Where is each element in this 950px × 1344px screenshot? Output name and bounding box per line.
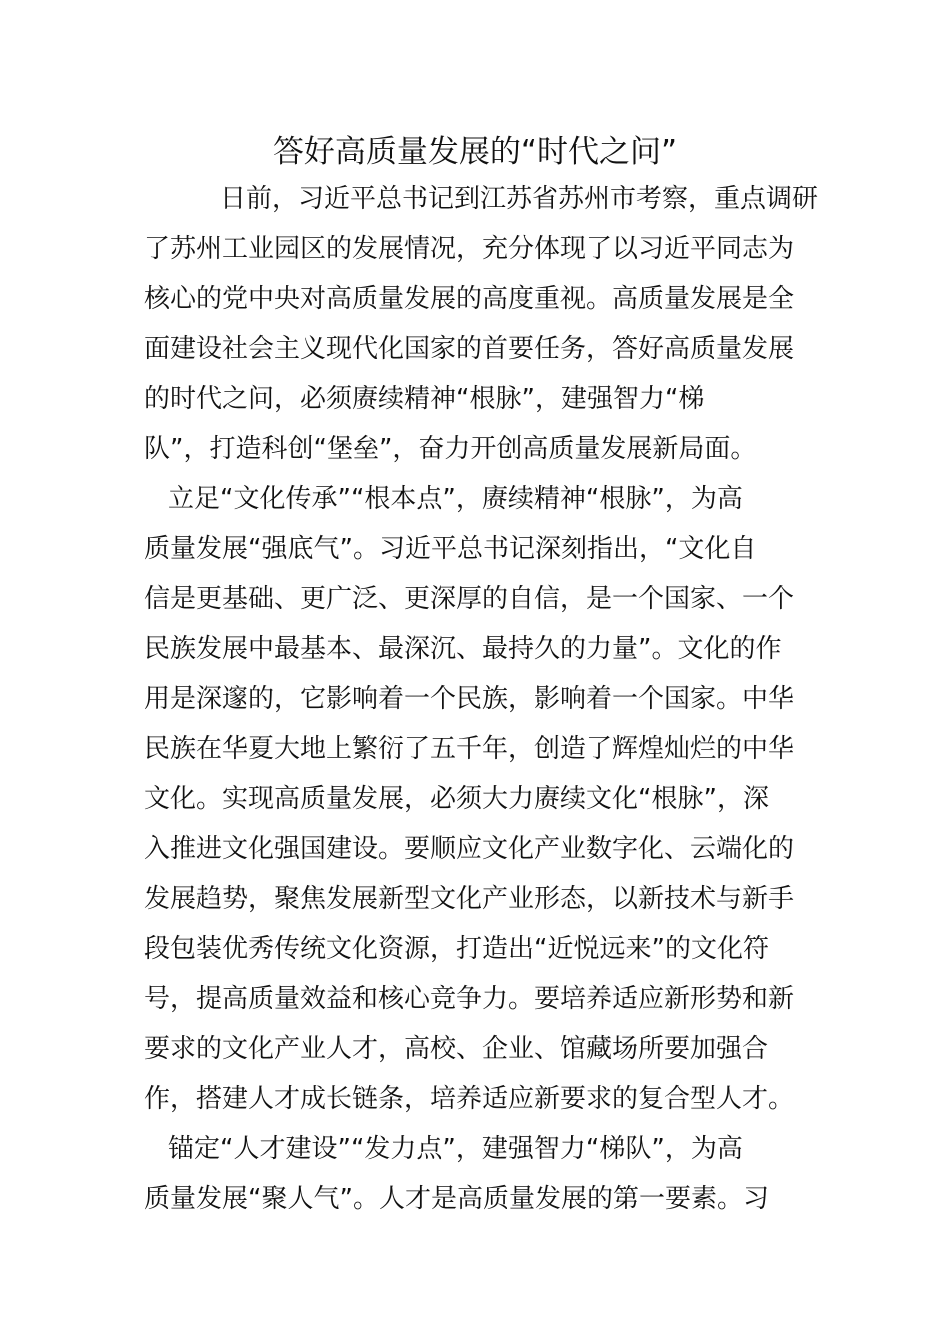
paragraph-2-line-12: 要求的文化产业人才，高校、企业、馆藏场所要加强合: [144, 1034, 769, 1064]
paragraph-1-line-2: 了苏州工业园区的发展情况，充分体现了以习近平同志为: [144, 234, 795, 264]
paragraph-1-line-5: 的时代之问，必须赓续精神“根脉”，建强智力“梯: [144, 384, 705, 414]
paragraph-2-line-4: 民族发展中最基本、最深沉、最持久的力量”。文化的作: [144, 634, 782, 664]
paragraph-2-line-7: 文化。实现高质量发展，必须大力赓续文化“根脉”，深: [144, 784, 769, 814]
paragraph-1-line-6: 队”，打造科创“堡垒”，奋力开创高质量发展新局面。: [144, 434, 757, 464]
paragraph-1-line-3: 核心的党中央对高质量发展的高度重视。高质量发展是全: [144, 284, 795, 314]
paragraph-2-line-2: 质量发展“强底气”。习近平总书记深刻指出，“文化自: [144, 534, 757, 564]
paragraph-2-line-1: 立足“文化传承”“根本点”，赓续精神“根脉”，为高: [168, 484, 743, 514]
paragraph-2-line-5: 用是深邃的，它影响着一个民族，影响着一个国家。中华: [144, 684, 795, 714]
paragraph-3-line-1: 锚定“人才建设”“发力点”，建强智力“梯队”，为高: [168, 1134, 743, 1164]
paragraph-2-line-8: 入推进文化强国建设。要顺应文化产业数字化、云端化的: [144, 834, 795, 864]
paragraph-2-line-3: 信是更基础、更广泛、更深厚的自信，是一个国家、一个: [144, 584, 795, 614]
paragraph-2-line-6: 民族在华夏大地上繁衍了五千年，创造了辉煌灿烂的中华: [144, 734, 795, 764]
document-title: 答好高质量发展的“时代之问”: [272, 134, 678, 170]
paragraph-2-line-9: 发展趋势，聚焦发展新型文化产业形态，以新技术与新手: [144, 884, 795, 914]
paragraph-3-line-2: 质量发展“聚人气”。人才是高质量发展的第一要素。习: [144, 1184, 769, 1214]
paragraph-1-line-1: 日前，习近平总书记到江苏省苏州市考察，重点调研: [220, 184, 819, 214]
paragraph-1-line-4: 面建设社会主义现代化国家的首要任务，答好高质量发展: [144, 334, 795, 364]
paragraph-2-line-13: 作，搭建人才成长链条，培养适应新要求的复合型人才。: [144, 1084, 795, 1114]
paragraph-2-line-11: 号，提高质量效益和核心竞争力。要培养适应新形势和新: [144, 984, 795, 1014]
paragraph-2-line-10: 段包装优秀传统文化资源，打造出“近悦远来”的文化符: [144, 934, 769, 964]
